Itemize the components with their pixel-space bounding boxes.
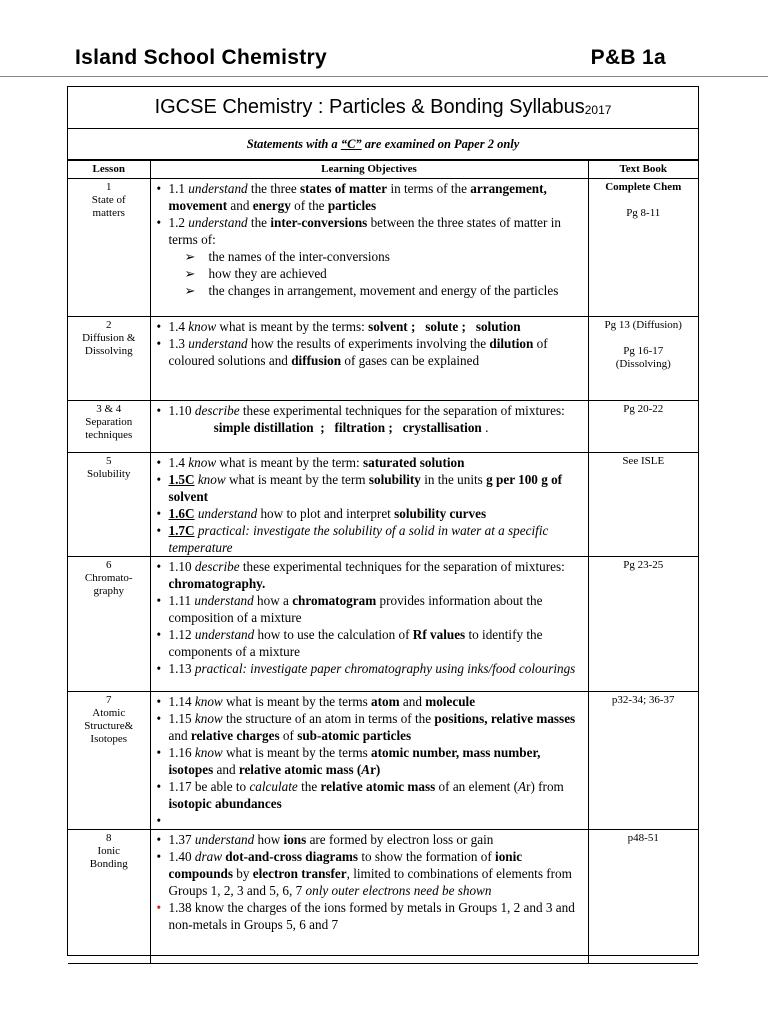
col-header-lesson: Lesson: [68, 161, 150, 179]
arrow-bullet-icon: ➢: [184, 266, 196, 281]
objectives-cell: [150, 557, 588, 692]
arrow-bullet-icon: ➢: [184, 283, 196, 298]
list-item: • 1.1 understand the three states of matter in terms of the arrangement, movement and energy of the particles: [156, 181, 547, 213]
textbook-cell: p32-34; 36-37: [588, 692, 698, 830]
red-bullet-icon: •: [156, 900, 162, 915]
lesson-cell: 7 Atomic Structure& Isotopes: [68, 692, 150, 830]
sub-list-item: ➢ the changes in arrangement, movement and energy of the particles: [184, 283, 559, 298]
list-item: • 1.4 know what is meant by the term: saturated solution: [156, 455, 465, 470]
list-item: • 1.12 understand how to use the calculation of Rf values to identify the components of a mixture: [156, 627, 543, 659]
list-item: • 1.11 understand how a chromatogram provides information about the composition of a mixture: [156, 593, 543, 625]
bullet-icon: •: [156, 455, 162, 470]
lesson-cell: 1 State of matters: [68, 179, 150, 317]
bullet-icon: •: [156, 523, 162, 538]
textbook-cell: Pg 13 (Diffusion) Pg 16-17 (Dissolving): [588, 317, 698, 401]
table-row: [68, 317, 698, 401]
list-item: • 1.37 understand how ions are formed by electron loss or gain: [156, 832, 494, 847]
list-item: • 1.40 draw dot-and-cross diagrams to show the formation of ionic compounds by electron transfer, limited to combinations of elements from Groups 1, 2, 3 and 5, 6, 7 only outer electrons need be shown: [156, 849, 572, 898]
title-year: 2017: [584, 103, 612, 117]
list-item: • 1.17 be able to calculate the relative atomic mass of an element (Ar) from isotopic abundances: [156, 779, 564, 811]
table-row: [68, 557, 698, 692]
bullet-icon: •: [156, 181, 162, 196]
header-rule: [0, 76, 768, 77]
textbook-cell: See ISLE: [588, 453, 698, 557]
lesson-cell: 2 Diffusion & Dissolving: [68, 317, 150, 401]
bullet-icon: •: [156, 849, 162, 864]
list-item: • 1.6C understand how to plot and interpret solubility curves: [156, 506, 487, 521]
list-item: • 1.10 describe these experimental techniques for the separation of mixtures: chromatography.: [156, 559, 565, 591]
bullet-icon: •: [156, 832, 162, 847]
table-row: [68, 401, 698, 453]
bullet-icon: •: [156, 745, 162, 760]
objectives-cell: [150, 692, 588, 830]
list-item: • 1.3 understand how the results of experiments involving the dilution of coloured solutions and diffusion of gases can be explained: [156, 336, 548, 368]
list-item: [157, 812, 586, 829]
list-item: • 1.16 know what is meant by the terms atomic number, mass number, isotopes and relative atomic mass (Ar): [156, 745, 541, 777]
lesson-cell: 8 Ionic Bonding: [68, 830, 150, 964]
col-header-textbook: Text Book: [588, 161, 698, 179]
objectives-cell: • 1.10 describe these experimental techniques for the separation of mixtures: simple distillation ; filtration ; crystallisation .: [150, 401, 588, 453]
sub-list-item: ➢ how they are achieved: [184, 266, 327, 281]
bullet-icon: •: [156, 506, 162, 521]
list-item: • 1.15 know the structure of an atom in terms of the positions, relative masses and relative charges of sub-atomic particles: [156, 711, 576, 743]
sub-list-item: ➢ the names of the inter-conversions: [184, 249, 390, 264]
list-item: • 1.14 know what is meant by the terms atom and molecule: [156, 694, 476, 709]
list-item: • 1.38 know the charges of the ions formed by metals in Groups 1, 2 and 3 and non-metals in Groups 5, 6 and 7: [156, 900, 575, 932]
bullet-icon: •: [156, 813, 162, 828]
page-header: [75, 46, 666, 70]
lesson-cell: 3 & 4 Separation techniques: [68, 401, 150, 453]
list-item: • 1.13 practical: investigate paper chromatography using inks/food colourings: [156, 661, 576, 676]
col-header-objectives: Learning Objectives: [150, 161, 588, 179]
table-row: [68, 453, 698, 557]
arrow-bullet-icon: ➢: [184, 249, 196, 264]
objectives-cell: [150, 453, 588, 557]
list-item: • 1.7C practical: investigate the solubility of a solid in water at a specific temperature: [156, 523, 549, 555]
list-item: • 1.10 describe these experimental techniques for the separation of mixtures:: [156, 403, 565, 418]
bullet-icon: •: [156, 627, 162, 642]
objectives-cell: [150, 317, 588, 401]
bullet-icon: •: [156, 215, 162, 230]
textbook-cell: p48-51: [588, 830, 698, 964]
objectives-cell: [150, 830, 588, 964]
bullet-icon: •: [156, 779, 162, 794]
bullet-icon: •: [156, 661, 162, 676]
table-row: [68, 692, 698, 830]
lesson-cell: 5 Solubility: [68, 453, 150, 557]
paper-note: Statements with a “C” are examined on Paper 2 only: [68, 129, 698, 160]
bullet-icon: •: [156, 472, 162, 487]
objectives-cell: [150, 179, 588, 317]
bullet-icon: •: [156, 403, 162, 418]
textbook-cell: Pg 20-22: [588, 401, 698, 453]
textbook-cell: Pg 23-25: [588, 557, 698, 692]
list-item: • 1.4 know what is meant by the terms: solvent ; solute ; solution: [156, 319, 521, 334]
document-code: P&B 1a: [590, 46, 666, 69]
table-row: [68, 179, 698, 317]
syllabus-table: [68, 160, 698, 964]
list-item: • 1.2 understand the inter-conversions between the three states of matter in terms of:: [156, 215, 561, 247]
bullet-icon: •: [156, 559, 162, 574]
bullet-icon: •: [156, 593, 162, 608]
list-item: • 1.5C know what is meant by the term solubility in the units g per 100 g of solvent: [156, 472, 563, 504]
lesson-cell: 6 Chromato- graphy: [68, 557, 150, 692]
table-row: [68, 830, 698, 964]
table-header-row: [68, 161, 698, 179]
bullet-icon: •: [156, 694, 162, 709]
syllabus-box: [67, 86, 699, 956]
bullet-icon: •: [156, 319, 162, 334]
bullet-icon: •: [156, 336, 162, 351]
textbook-cell: Complete Chem Pg 8-11: [588, 179, 698, 317]
page-title: IGCSE Chemistry : Particles & Bonding Syllabus$_{2017}$: [68, 87, 698, 129]
school-title: Island School Chemistry: [75, 46, 327, 69]
bullet-icon: •: [156, 711, 162, 726]
